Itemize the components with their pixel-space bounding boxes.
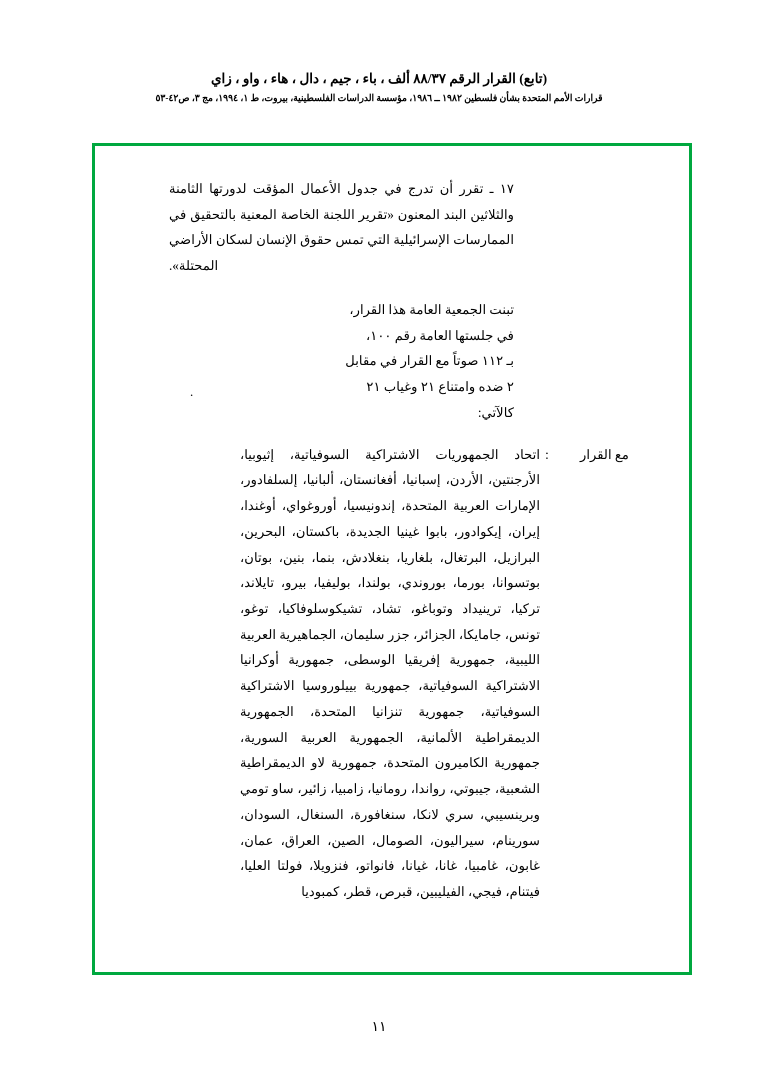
adoption-line-1: تبنت الجمعية العامة هذا القرار، — [349, 301, 514, 317]
adoption-line-4: ٢ ضده وامتناع ٢١ وغياب ٢١ — [366, 379, 514, 395]
adoption-line-5: كالآتي: — [477, 404, 514, 420]
vote-country-list: اتحاد الجمهوريات الاشتراكية السوفياتية، إثيوبيا، الأرجنتين، الأردن، إسبانيا، أفغانستان، ألبانيا، إلسلفادور، الإمارات العربية المتحدة، إندونيسيا، أوروغواي، أوغندا، إيران، إيكوادور، بابوا غينيا الجديدة، باكستان، البحرين، البرازيل، البرتغال، بلغاريا، بنغلادش، بنما، بنين، بوتان، بوتسوانا، بورما، بوروندي، بولندا، بوليفيا، بيرو، تايلاند، تركيا، ترينيداد وتوباغو، تشاد، تشيكوسلوفاكيا، توغو، تونس، جامايكا، الجزائر، جزر سليمان، الجماهيرية العربية الليبية، جمهورية إفريقيا الوسطى، جمهورية أوكرانيا الاشتراكية السوفياتية، جمهورية بييلوروسيا الاشتراكية السوفياتية، جمهورية تنزانيا المتحدة، الجمهورية الديمقراطية الألمانية، الجمهورية العربية السورية، جمهورية الكاميرون المتحدة، جمهورية لاو الديمقراطية الشعبية، جيبوتي، رواندا، رومانيا، زامبيا، زائير، ساو تومي وبرينسيبي، سري لانكا، سنغافورة، السنغال، السودان، سورينام، سيراليون، الصومال، الصين، العراق، عمان، غابون، غامبيا، غانا، غيانا، فانواتو، فنزويلا، فولتا العليا، فيتنام، فيجي، الفيليبين، قبرص، قطر، كمبوديا — [240, 446, 540, 900]
adoption-line-2: في جلستها العامة رقم ١٠٠، — [365, 327, 514, 343]
margin-dot-mark: . — [190, 384, 194, 399]
paragraph-17: ١٧ ـ تقرر أن تدرج في جدول الأعمال المؤقت لدورتها الثامنة والثلاثين البند المعنون «تقرير اللجنة الخاصة المعنية بالتحقيق في الممارسات الإسرائيلية التي تمس حقوق الإنسان لسكان الأراضي المحتلة». — [169, 181, 514, 274]
vote-colon: : — [545, 446, 549, 462]
green-content-frame — [92, 143, 692, 975]
header-resolution-title: (تابع) القرار الرقم ٨٨/٣٧ ألف ، باء ، جيم ، دال ، هاء ، واو ، زاي — [210, 71, 548, 86]
document-body — [95, 146, 689, 972]
page-number: ١١ — [371, 1020, 387, 1035]
header-source-citation: قرارات الأمم المتحدة بشأن فلسطين ١٩٨٢ ــ ١٩٨٦، مؤسسة الدراسات الفلسطينية، بيروت، ط ١، ١٩٩٤، مج ٣، ص٤٢-٥٣ — [155, 93, 603, 104]
adoption-block — [169, 297, 514, 426]
vote-section — [155, 442, 629, 905]
page-header — [0, 70, 758, 105]
page-footer — [0, 1019, 758, 1036]
vote-label-in-favour: مع القرار — [579, 446, 629, 462]
adoption-line-3: بـ ١١٢ صوتاً مع القرار في مقابل — [345, 353, 514, 369]
